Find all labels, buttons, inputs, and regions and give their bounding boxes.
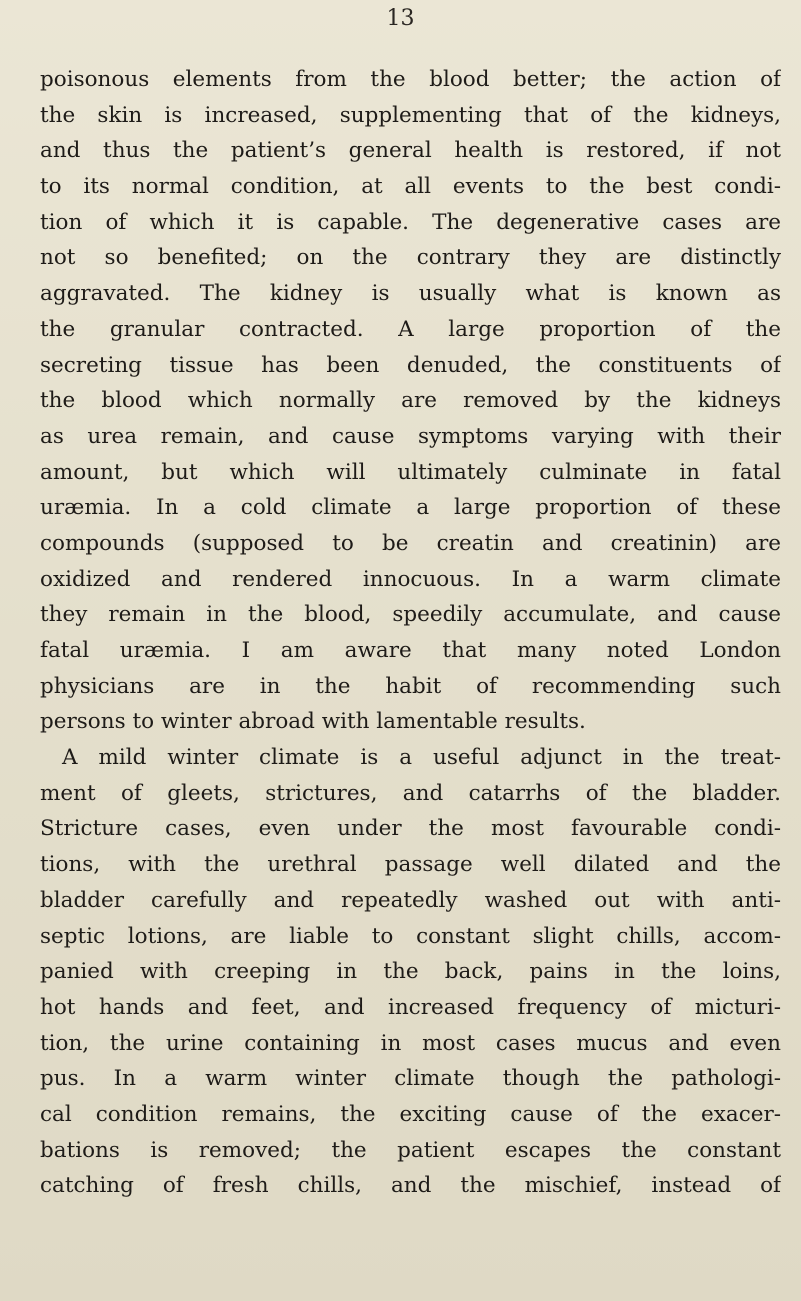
text-line: and thus the patient’s general health is restored, if not [40, 138, 781, 164]
text-line: bladder carefully and repeatedly washed out with anti- [40, 887, 781, 913]
text-line: persons to winter abroad with lamentable results. [40, 709, 586, 735]
text-line: cal condition remains, the exciting cause of the exacer- [40, 1101, 781, 1127]
text-line: amount, but which will ultimately culminate in fatal [40, 459, 781, 485]
text-line: septic lotions, are liable to constant slight chills, accom- [40, 923, 781, 949]
text-line: compounds (supposed to be creatin and creatinin) are [40, 530, 781, 556]
text-line: poisonous elements from the blood better; the action of [40, 67, 781, 92]
body-text [40, 62, 781, 1204]
text-line: uræmia. In a cold climate a large proportion of these [40, 495, 781, 521]
text-line: the skin is increased, supplementing that of the kidneys, [40, 102, 781, 128]
text-line: hot hands and feet, and increased frequency of micturi- [40, 994, 781, 1020]
text-line: tions, with the urethral passage well dilated and the [40, 852, 781, 878]
text-line-paragraph-start: A mild winter climate is a useful adjunct in the treat- [62, 745, 781, 771]
text-line: they remain in the blood, speedily accumulate, and cause [40, 602, 781, 628]
text-line: not so benefited; on the contrary they are distinctly [40, 245, 781, 271]
text-line: as urea remain, and cause symptoms varying with their [40, 423, 781, 449]
text-line: panied with creeping in the back, pains in the loins, [40, 959, 781, 985]
page-number: 13 [386, 6, 415, 31]
text-line: the granular contracted. A large proportion of the [40, 316, 781, 342]
text-line: tion of which it is capable. The degenerative cases are [40, 209, 781, 235]
text-line: to its normal condition, at all events to the best condi- [40, 174, 781, 200]
text-line: tion, the urine containing in most cases mucus and even [40, 1030, 781, 1056]
text-line: bations is removed; the patient escapes the constant [40, 1137, 781, 1163]
text-line: ment of gleets, strictures, and catarrhs of the bladder. [40, 780, 781, 806]
text-line: Stricture cases, even under the most favourable condi- [40, 816, 781, 842]
text-line: secreting tissue has been denuded, the constituents of [40, 352, 781, 378]
text-line: the blood which normally are removed by the kidneys [40, 388, 781, 414]
text-line: aggravated. The kidney is usually what is known as [40, 281, 781, 307]
text-line: pus. In a warm winter climate though the pathologi- [40, 1066, 781, 1092]
text-line: physicians are in the habit of recommending such [40, 673, 781, 699]
text-line: fatal uræmia. I am aware that many noted London [40, 638, 781, 663]
text-line: catching of fresh chills, and the mischief, instead of [40, 1173, 781, 1199]
text-line: oxidized and rendered innocuous. In a warm climate [40, 566, 781, 592]
